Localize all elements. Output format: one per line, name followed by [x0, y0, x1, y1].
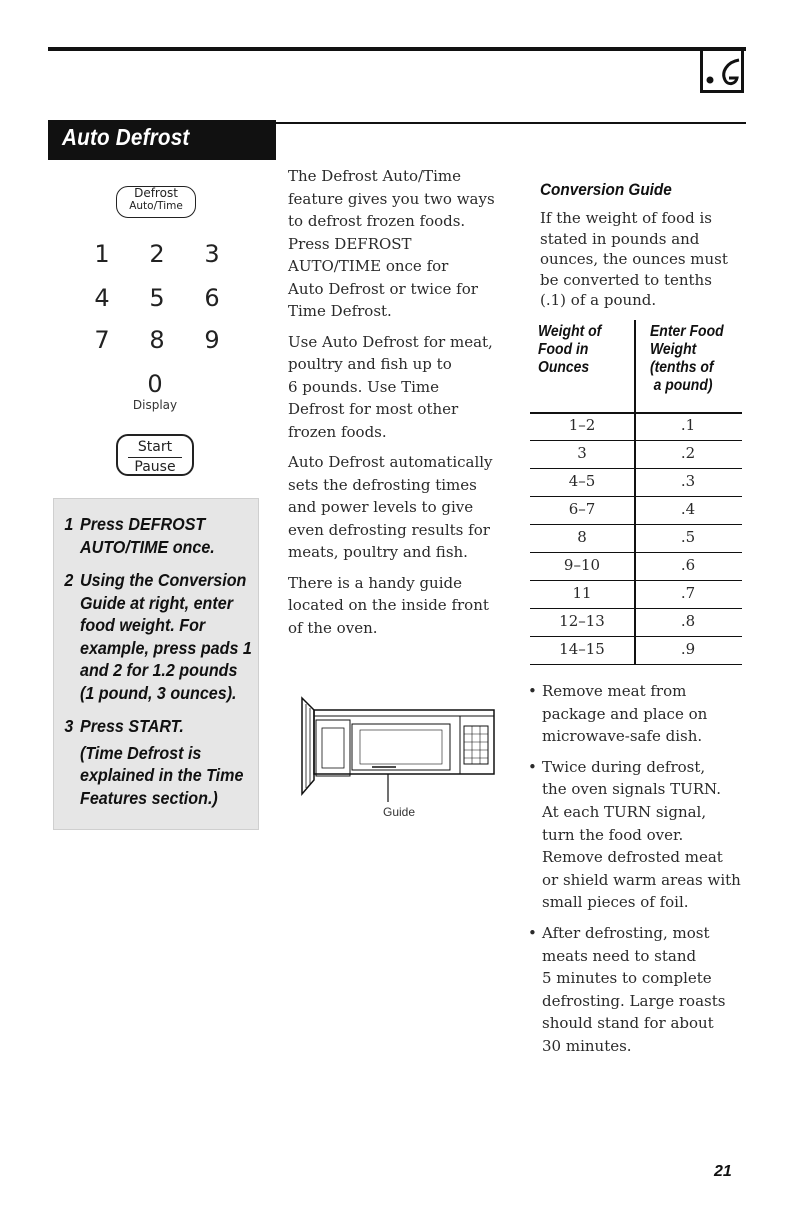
column-header-tenths — [650, 323, 724, 395]
tenths-cell: .3 — [680, 472, 696, 490]
step-text: explained in the Time — [80, 765, 244, 785]
step-text: Press DEFROST — [80, 514, 206, 534]
step-number: 2 — [64, 570, 74, 590]
digit-key: 1 — [94, 240, 110, 268]
step-1 — [64, 513, 215, 558]
section-title-banner — [48, 120, 276, 160]
digit-key: 9 — [204, 326, 220, 354]
paragraph-usage — [288, 331, 518, 444]
tenths-cell: .6 — [680, 556, 696, 574]
digit-key: 3 — [204, 240, 220, 268]
page-title: Auto Defrost — [62, 124, 190, 150]
table-row — [530, 412, 742, 441]
key-divider — [128, 457, 182, 458]
text-line: and power levels to give — [288, 498, 474, 516]
header-line: Enter Food — [650, 323, 724, 340]
text-line: of the oven. — [288, 618, 378, 637]
step-number: 3 — [64, 716, 74, 736]
header-line: Weight — [650, 341, 697, 358]
text-line: Remove defrosted meat — [542, 848, 723, 867]
digit-key: 0 — [147, 370, 163, 398]
ounces-cell: 3 — [577, 444, 587, 462]
key-label: Start — [137, 439, 173, 455]
header-line: (tenths of — [650, 359, 714, 376]
table-row — [530, 608, 742, 637]
tips-list — [528, 680, 758, 1066]
text-line: At each TURN signal, — [542, 802, 707, 821]
text-line: Time Defrost. — [288, 302, 392, 320]
digit-key: 6 — [204, 284, 220, 312]
step-text: (1 pound, 3 ounces). — [80, 682, 237, 703]
ge-logo-icon — [700, 50, 744, 93]
text-line: Use Auto Defrost for meat, — [288, 332, 493, 351]
guide-label: Guide — [383, 805, 416, 819]
tenths-cell: .1 — [680, 416, 696, 434]
digit-key: 7 — [94, 326, 110, 354]
text-line: After defrosting, most — [542, 923, 710, 942]
key-label: Pause — [134, 459, 176, 475]
text-line: turn the food over. — [542, 825, 684, 844]
start-pause-key — [116, 434, 194, 476]
text-line: to defrost frozen foods. — [288, 212, 466, 230]
tenths-cell: .4 — [680, 500, 696, 518]
digit-key: 2 — [149, 240, 165, 268]
step-text: (Time Defrost is — [80, 742, 202, 763]
step-text: Guide at right, enter — [80, 592, 233, 613]
header-line: Ounces — [538, 359, 590, 376]
text-line: (.1) of a pound. — [540, 291, 657, 309]
list-item — [528, 922, 758, 1058]
description-column — [288, 165, 518, 647]
text-line: be converted to tenths — [540, 270, 712, 289]
column-header-ounces — [538, 323, 601, 377]
text-line: defrosting. Large roasts — [542, 991, 726, 1010]
table-row — [530, 580, 742, 609]
tenths-cell: .7 — [680, 584, 696, 602]
text-line: package and place on — [542, 704, 708, 723]
digit-key: 5 — [149, 284, 165, 312]
microwave-illustration — [300, 690, 504, 820]
text-line: 30 minutes. — [542, 1036, 632, 1055]
text-line: AUTO/TIME once for — [288, 257, 449, 275]
step-text: food weight. For — [80, 615, 206, 635]
step-text: Features section.) — [80, 787, 218, 808]
tenths-cell: .9 — [680, 640, 696, 658]
bullet-dot: • — [528, 923, 537, 942]
digit-key: 4 — [94, 284, 110, 312]
text-line: poultry and fish up to — [288, 355, 452, 373]
text-line: stated in pounds and — [540, 229, 700, 248]
text-line: 6 pounds. Use Time — [288, 377, 439, 396]
paragraph-automatic — [288, 451, 518, 564]
ounces-cell: 4–5 — [568, 472, 596, 490]
keypad-illustration — [60, 170, 260, 490]
paragraph-intro — [288, 165, 518, 323]
list-item — [528, 756, 758, 914]
key-label: Auto/Time — [129, 200, 183, 212]
text-line: Auto Defrost automatically — [288, 453, 493, 471]
text-line: meats, poultry and fish. — [288, 543, 468, 561]
step-text: example, press pads 1 — [80, 637, 252, 658]
text-line: or shield warm areas with — [542, 870, 741, 889]
step-2 — [64, 569, 252, 704]
table-row — [530, 552, 742, 581]
ounces-cell: 11 — [572, 584, 592, 602]
header-rule — [48, 47, 746, 51]
bullet-dot: • — [528, 682, 537, 700]
text-line: feature gives you two ways — [288, 189, 495, 208]
tenths-cell: .2 — [680, 444, 696, 462]
table-row — [530, 496, 742, 525]
text-line: frozen foods. — [288, 422, 387, 441]
ounces-cell: 6–7 — [568, 500, 596, 518]
text-line: Remove meat from — [542, 682, 687, 700]
ounces-cell: 12–13 — [559, 612, 605, 630]
table-row — [530, 440, 742, 469]
ounces-cell: 14–15 — [559, 640, 605, 658]
step-text: and 2 for 1.2 pounds — [80, 660, 238, 680]
text-line: There is a handy guide — [288, 573, 462, 592]
paragraph-guide — [288, 572, 518, 640]
text-line: Defrost for most other — [288, 400, 459, 418]
text-line: Auto Defrost or twice for — [288, 279, 478, 298]
header-line: a pound) — [653, 377, 713, 394]
table-row — [530, 468, 742, 497]
key-label: Defrost — [134, 186, 178, 200]
step-number: 1 — [64, 514, 74, 534]
ounces-cell: 9–10 — [563, 556, 601, 574]
tenths-cell: .5 — [680, 528, 696, 546]
table-header — [530, 320, 742, 414]
step-3 — [64, 715, 244, 809]
bullet-dot: • — [528, 757, 537, 776]
text-line: Press DEFROST — [288, 234, 412, 253]
text-line: ounces, the ounces must — [540, 250, 728, 268]
digit-key: 8 — [149, 326, 165, 354]
section-rule — [276, 122, 746, 124]
text-line: 5 minutes to complete — [542, 969, 712, 988]
steps-box — [53, 498, 259, 830]
step-text: AUTO/TIME once. — [80, 536, 215, 557]
header-line: Food in — [538, 341, 589, 358]
text-line: The Defrost Auto/Time — [288, 167, 461, 185]
ounces-cell: 8 — [577, 528, 587, 546]
defrost-auto-time-key — [116, 186, 196, 218]
text-line: small pieces of foil. — [542, 893, 689, 912]
header-line: Weight of — [538, 323, 602, 340]
text-line: located on the inside front — [288, 596, 489, 614]
list-item — [528, 680, 758, 748]
tenths-cell: .8 — [680, 612, 696, 630]
ounces-cell: 1–2 — [568, 416, 596, 434]
page-number: 21 — [714, 1163, 732, 1180]
text-line: the oven signals TURN. — [542, 780, 721, 799]
text-line: If the weight of food is — [540, 209, 712, 227]
display-key-label: Display — [132, 398, 178, 412]
text-line: meats need to stand — [542, 946, 697, 965]
text-line: sets the defrosting times — [288, 475, 477, 494]
text-line: Twice during defrost, — [542, 757, 706, 776]
conversion-guide-title: Conversion Guide — [540, 180, 672, 199]
step-text: Press START. — [80, 716, 184, 736]
conversion-guide-intro — [540, 208, 750, 311]
text-line: should stand for about — [542, 1014, 714, 1033]
text-line: even defrosting results for — [288, 520, 490, 539]
table-row — [530, 636, 742, 665]
table-row — [530, 524, 742, 553]
step-text: Using the Conversion — [80, 570, 247, 590]
text-line: microwave-safe dish. — [542, 727, 703, 746]
